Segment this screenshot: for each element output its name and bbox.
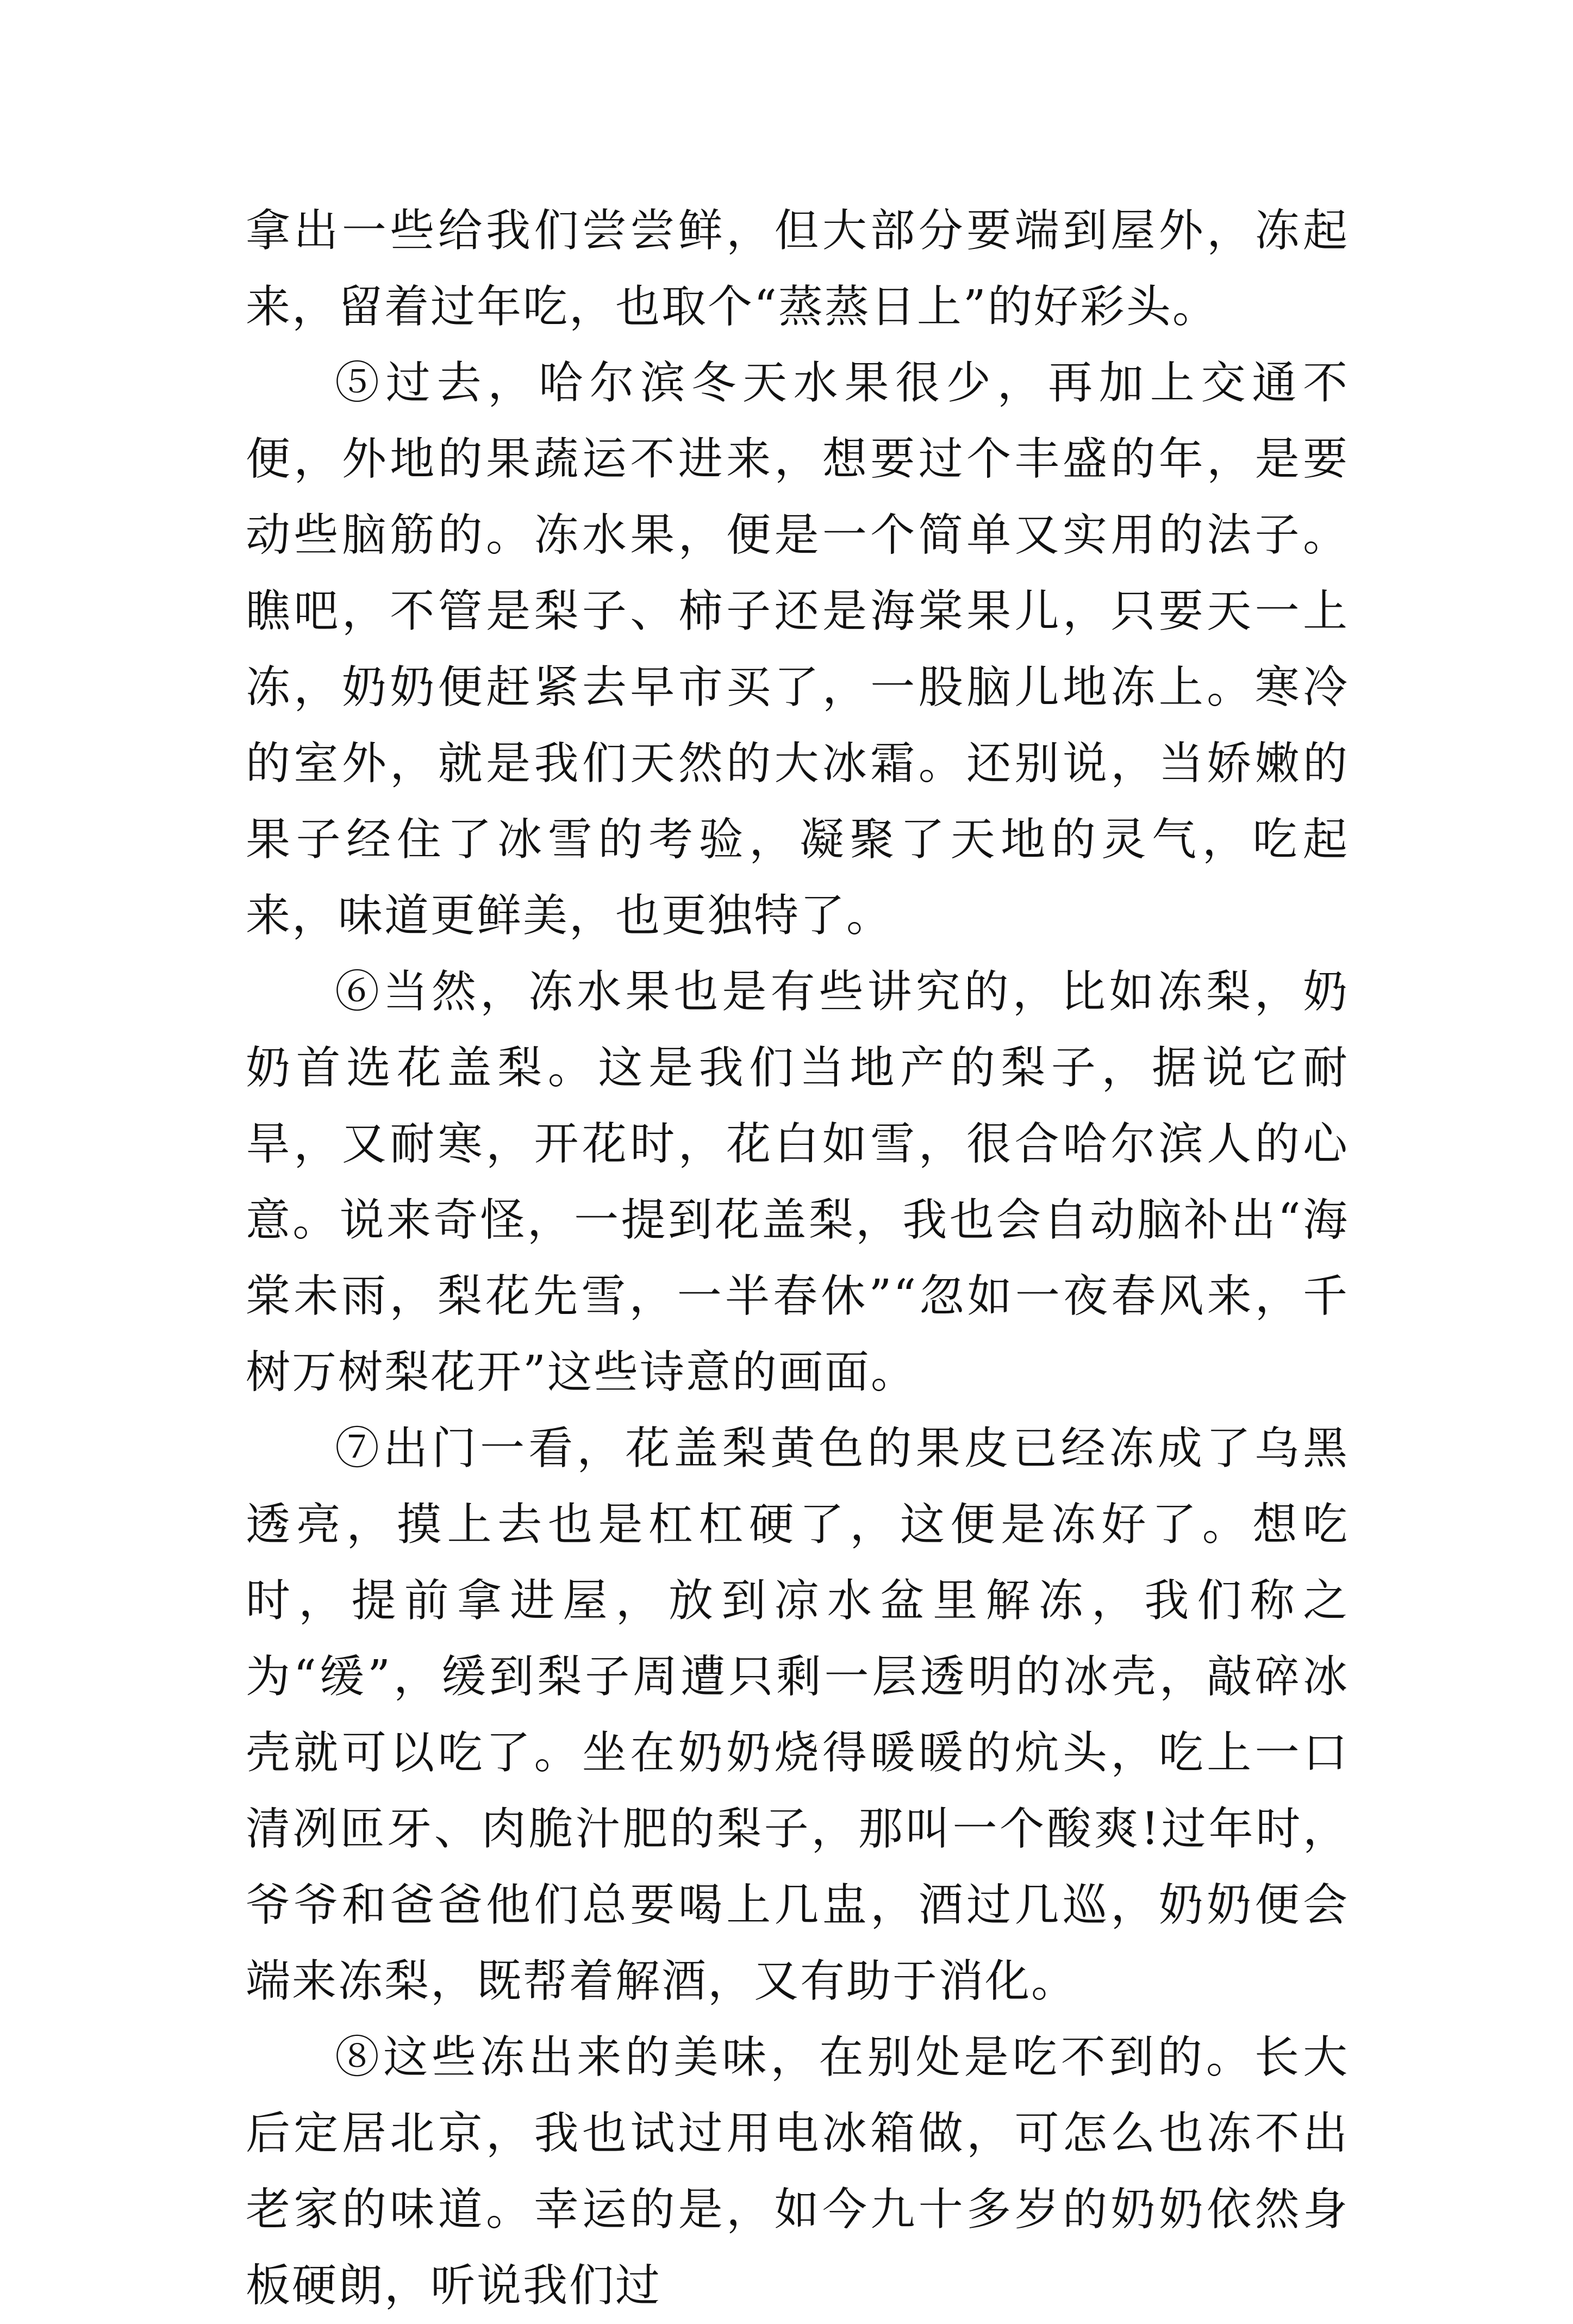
paragraph-8: ⑧这些冻出来的美味，在别处是吃不到的。长大后定居北京，我也试过用电冰箱做，可怎么也冻不出老家的味道。幸运的是，如今九十多岁的奶奶依然身板硬朗，听说我们过 xyxy=(246,2032,1349,2311)
paragraph-6: ⑥当然，冻水果也是有些讲究的，比如冻梨，奶奶首选花盖梨。这是我们当地产的梨子，据说它耐旱，又耐寒，开花时，花白如雪，很合哈尔滨人的心意。说来奇怪，一提到花盖梨，我也会自动脑补出“海棠未雨，梨花先雪，一半春休”“忽如一夜春风来，千树万树梨花开”这些诗意的画面。 xyxy=(246,966,1349,1398)
paragraph-5: ⑤过去，哈尔滨冬天水果很少，再加上交通不便，外地的果蔬运不进来，想要过个丰盛的年，是要动些脑筋的。冻水果，便是一个简单又实用的法子。瞧吧，不管是梨子、柿子还是海棠果儿，只要天一上冻，奶奶便赶紧去早市买了，一股脑儿地冻上。寒冷的室外，就是我们天然的大冰霜。还别说，当娇嫩的果子经住了冰雪的考验，凝聚了天地的灵气，吃起来，味道更鲜美，也更独特了。 xyxy=(246,357,1349,942)
paragraph-4-continuation: 拿出一些给我们尝尝鲜，但大部分要端到屋外，冻起来，留着过年吃，也取个“蒸蒸日上”的好彩头。 xyxy=(246,205,1349,333)
article-body xyxy=(246,193,1349,2324)
paragraph-7: ⑦出门一看，花盖梨黄色的果皮已经冻成了乌黑透亮，摸上去也是杠杠硬了，这便是冻好了。想吃时，提前拿进屋，放到凉水盆里解冻，我们称之为“缓”，缓到梨子周遭只剩一层透明的冰壳，敲碎冰壳就可以吃了。坐在奶奶烧得暖暖的炕头，吃上一口清冽匝牙、肉脆汁肥的梨子，那叫一个酸爽!过年时，爷爷和爸爸他们总要喝上几盅，酒过几巡，奶奶便会端来冻梨，既帮着解酒，又有助于消化。 xyxy=(246,1423,1349,2007)
